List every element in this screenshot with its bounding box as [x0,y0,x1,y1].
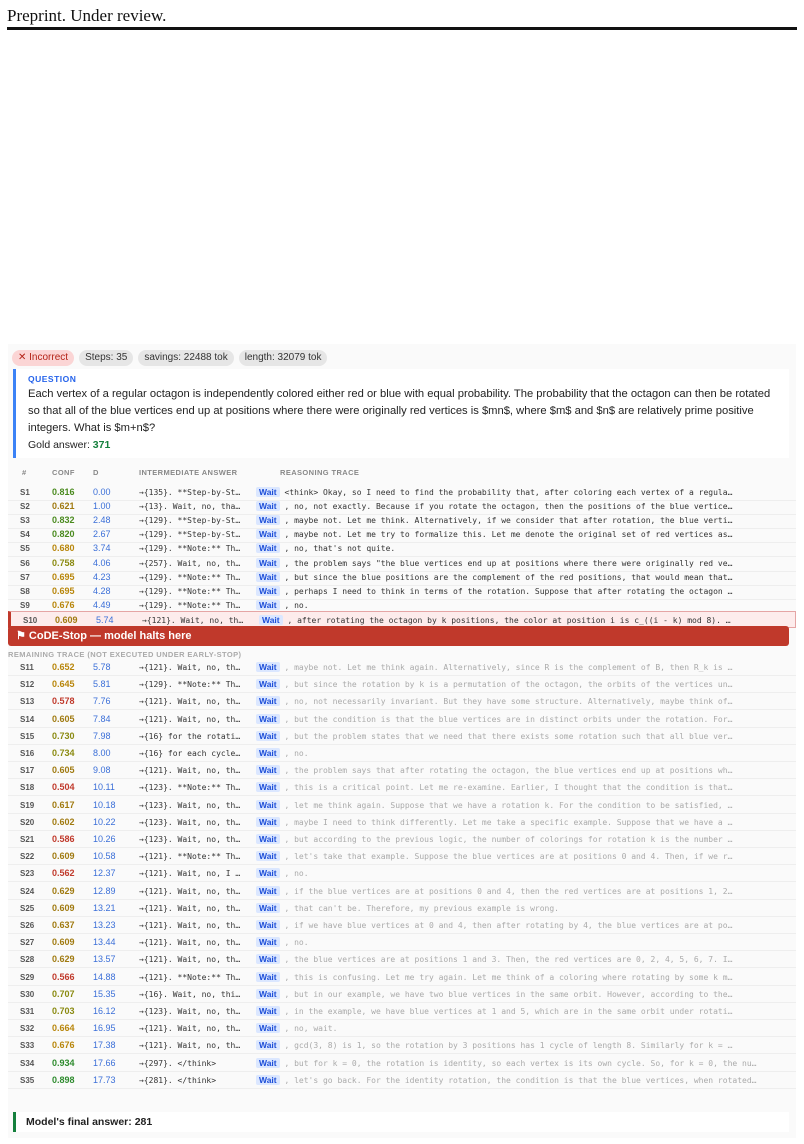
table-row [8,969,796,986]
intermediate-answer: →{121}. Wait, no, th… [139,663,241,672]
confidence-value: 0.562 [52,868,75,879]
distance-value: 16.12 [93,1006,116,1016]
reasoning-trace [256,934,790,951]
wait-token: Wait [256,989,280,999]
wait-token: Wait [256,1075,280,1085]
reasoning-trace [256,676,790,693]
step-id: S6 [20,558,30,568]
wait-token: Wait [256,748,280,758]
trace-text: , maybe not. Let me think. Alternatively, if we consider that after rotation, the blue verti… [279,516,733,526]
wait-token: Wait [256,572,280,582]
trace-text: , if the blue vertices are at positions 0 and 4, then the red vertices are at positions 1, 2… [279,886,733,896]
confidence-value: 0.609 [55,614,78,625]
trace-text: , but since the blue positions are the complement of the red positions, that would mean that… [279,572,733,582]
gold-answer-label: Gold answer: [28,439,93,451]
wait-token: Wait [256,868,280,878]
distance-value: 13.57 [93,954,116,965]
intermediate-answer: →{121}. Wait, no, th… [139,1024,241,1034]
trace-text: , this is a critical point. Let me re-examine. Earlier, I thought that the condition is that… [279,783,733,793]
step-id: S11 [20,663,34,672]
question-heading: QUESTION [28,374,77,384]
trace-text: , but in our example, we have two blue vertices in the same orbit. However, according to the… [279,989,733,999]
wait-token: Wait [256,765,280,775]
intermediate-answer: →{121}. Wait, no, th… [139,938,241,948]
trace-text: , no, not necessarily invariant. But they have some structure. Alternatively, maybe think of… [279,697,733,707]
intermediate-answer: →{121}. Wait, no, th… [139,903,241,913]
trace-text: , let me think again. Suppose that we have a rotation k. For the condition to be satisfied, … [279,800,733,810]
intermediate-answer: →{123}. Wait, no, th… [139,800,241,810]
trace-text: , no. [279,600,309,610]
steps-badge: Steps: 35 [79,350,133,366]
distance-value: 14.88 [93,971,116,982]
step-id: S23 [20,869,35,879]
trace-text: , in the example, we have blue vertices at 1 and 5, which are in the same orbit under rotati… [279,1007,733,1016]
wait-token: Wait [256,501,280,511]
intermediate-answer: →{123}. Wait, no, th… [139,817,241,827]
step-id: S34 [20,1058,35,1068]
wait-token: Wait [256,600,280,610]
confidence-value: 0.621 [52,501,75,512]
trace-text: , no, that's not quite. [279,544,396,554]
intermediate-answer: →{123}. Wait, no, th… [139,835,241,844]
table-row [8,745,796,762]
confidence-value: 0.609 [52,851,75,862]
confidence-value: 0.680 [52,543,75,554]
intermediate-answer: →{129}. **Note:** Th… [139,680,241,690]
wait-token: Wait [256,529,280,539]
distance-value: 17.38 [93,1040,116,1051]
step-id: S35 [20,1075,35,1085]
trace-text: , let's go back. For the identity rotation, the condition is that the blue vertices, when rotated… [279,1075,757,1085]
distance-value: 2.48 [93,515,111,526]
col-header-conf: CONF [52,468,75,477]
confidence-value: 0.578 [52,696,75,707]
confidence-value: 0.816 [52,487,75,497]
step-id: S7 [20,572,30,582]
wait-token: Wait [256,1006,280,1016]
step-id: S8 [20,586,30,596]
table-row [8,951,796,968]
trace-text: , gcd(3, 8) is 1, so the rotation by 3 positions has 1 cycle of length 8. Similarly for k = … [279,1041,733,1051]
intermediate-answer: →{121}. Wait, no, I … [139,869,241,879]
intermediate-answer: →{297}. </think> [139,1058,217,1068]
step-id: S33 [20,1041,35,1051]
intermediate-answer: →{121}. Wait, no, th… [139,1041,241,1051]
remaining-trace-label: REMAINING TRACE (NOT EXECUTED UNDER EARLY-STOP) [8,650,242,659]
distance-value: 1.00 [93,501,111,512]
trace-text: , but for k = 0, the rotation is identity, so each vertex is its own cycle. So, for k = 0, the nu… [279,1058,757,1068]
wait-token: Wait [259,615,283,625]
wait-token: Wait [256,731,280,741]
intermediate-answer: →{16}. Wait, no, thi… [139,989,241,999]
distance-value: 13.23 [93,920,116,930]
table-row [8,1055,796,1072]
table-row [8,848,796,865]
intermediate-answer: →{129}. **Note:** Th… [139,544,241,554]
intermediate-answer: →{129}. **Note:** Th… [139,572,241,582]
table-row [8,934,796,951]
badge-bar [12,350,327,366]
trace-text: , no. [279,749,309,758]
distance-value: 10.22 [93,816,116,827]
trace-text: , perhaps I need to think in terms of the rotation. Suppose that after rotating the octagon … [279,586,733,596]
table-row [8,900,796,917]
table-row [8,1072,796,1089]
table-row [8,917,796,934]
reasoning-trace [256,762,790,779]
confidence-value: 0.734 [52,748,75,758]
trace-text: , but since the rotation by k is a permutation of the octagon, the orbits of the vertices un… [279,680,733,690]
wait-token: Wait [256,515,280,525]
wait-token: Wait [256,543,280,553]
confidence-value: 0.637 [52,920,75,930]
confidence-value: 0.703 [52,1006,75,1016]
wait-token: Wait [256,586,280,596]
intermediate-answer: →{13}. Wait, no, tha… [139,502,241,512]
intermediate-answer: →{121}. Wait, no, th… [139,697,241,707]
confidence-value: 0.586 [52,834,75,844]
distance-value: 17.66 [93,1057,116,1068]
reasoning-trace [256,797,790,814]
step-id: S13 [20,697,35,707]
trace-text: , that can't be. Therefore, my previous example is wrong. [279,903,559,913]
table-row [8,831,796,848]
intermediate-answer: →{121}. Wait, no, th… [139,886,241,896]
wait-token: Wait [256,817,280,827]
confidence-value: 0.504 [52,782,75,793]
trace-text: , maybe not. Let me try to formalize this. Let me denote the original set of red vertices as… [279,530,733,540]
trace-text: , no, wait. [279,1024,338,1034]
distance-value: 4.23 [93,571,111,582]
table-row [8,1037,796,1054]
page-header [7,6,797,30]
trace-text: , but the problem states that we need that there exists some rotation such that all blue ver… [279,731,733,741]
final-answer-value: 281 [134,1116,153,1128]
wait-token: Wait [256,782,280,792]
reasoning-trace [256,986,790,1003]
trace-text: <think> Okay, so I need to find the probability that, after coloring each vertex of a regula… [279,488,733,497]
step-id: S31 [20,1007,35,1016]
intermediate-answer: →{129}. **Step-by-St… [139,516,241,526]
distance-value: 0.00 [93,487,111,497]
step-id: S3 [20,516,30,526]
confidence-value: 0.695 [52,571,75,582]
wait-token: Wait [256,558,280,568]
confidence-value: 0.758 [52,557,75,568]
confidence-value: 0.832 [52,515,75,526]
wait-token: Wait [256,696,280,706]
intermediate-answer: →{16} for the rotati… [139,731,241,741]
distance-value: 7.84 [93,713,111,724]
distance-value: 15.35 [93,988,116,999]
distance-value: 9.08 [93,765,111,776]
reasoning-trace [256,1037,790,1054]
trace-text: , but according to the previous logic, the number of colorings for rotation k is the number … [279,835,733,844]
gold-answer-value: 371 [92,439,111,451]
confidence-value: 0.707 [52,988,75,999]
intermediate-answer: →{123}. **Note:** Th… [139,783,241,793]
reasoning-trace [256,951,790,968]
confidence-value: 0.676 [52,599,75,610]
confidence-value: 0.898 [52,1074,75,1085]
distance-value: 12.89 [93,885,116,896]
col-header-trace: REASONING TRACE [280,468,360,477]
reasoning-trace [256,831,790,848]
distance-value: 4.49 [93,599,111,610]
intermediate-answer: →{121}. Wait, no, th… [139,766,241,776]
reasoning-trace [256,728,790,745]
table-row [8,762,796,779]
step-id: S14 [20,714,35,724]
table-row [8,676,796,693]
table-row [8,1020,796,1037]
step-id: S18 [20,783,35,793]
trace-text: , let's take that example. Suppose the blue vertices are at positions 0 and 4. Then, if we r… [279,852,733,862]
step-id: S26 [20,921,35,930]
trace-text: , the problem says that after rotating the octagon, the blue vertices end up at positions wh… [279,766,733,776]
trace-text: , maybe not. Let me think again. Alternatively, since R is the complement of B, then R_k is … [279,663,733,672]
confidence-value: 0.605 [52,713,75,724]
early-stop-banner: ⚑ CoDE-Stop — model halts here [8,626,789,646]
col-header-intermediate: INTERMEDIATE ANSWER [139,468,238,477]
trace-text: , after rotating the octagon by k positions, the color at position i is c_((i - k) mod 8). … [282,615,731,625]
step-id: S5 [20,544,30,554]
distance-value: 10.26 [93,834,116,844]
intermediate-answer: →{121}. Wait, no, th… [142,615,244,625]
intermediate-answer: →{121}. Wait, no, th… [139,955,241,965]
wait-token: Wait [256,1058,280,1068]
col-header-d: D [93,468,99,477]
wait-token: Wait [256,1023,280,1033]
trace-text: , this is confusing. Let me try again. Let me think of a coloring where rotating by some k m… [279,972,733,982]
step-id: S30 [20,989,35,999]
step-id: S17 [20,766,35,776]
confidence-value: 0.605 [52,765,75,776]
gold-answer [28,439,789,451]
distance-value: 10.18 [93,799,116,810]
step-id: S10 [23,615,38,625]
distance-value: 7.98 [93,730,111,741]
trace-text: , if we have blue vertices at 0 and 4, then after rotating by 4, the blue vertices are at po… [279,921,733,930]
step-id: S24 [20,886,35,896]
reasoning-trace [256,917,790,934]
confidence-value: 0.934 [52,1057,75,1068]
reasoning-trace [256,1072,790,1089]
intermediate-answer: →{129}. **Note:** Th… [139,600,241,610]
confidence-value: 0.645 [52,679,75,690]
confidence-value: 0.629 [52,885,75,896]
confidence-value: 0.609 [52,902,75,913]
intermediate-answer: →{129}. **Note:** Th… [139,586,241,596]
step-id: S16 [20,749,35,758]
wait-token: Wait [256,834,280,844]
confidence-value: 0.664 [52,1023,75,1034]
length-badge: length: 32079 tok [239,350,328,366]
confidence-value: 0.566 [52,971,75,982]
distance-value: 17.73 [93,1074,116,1085]
step-id: S9 [20,600,30,610]
col-header-id: # [22,468,27,477]
confidence-value: 0.652 [52,662,75,672]
reasoning-trace [256,1020,790,1037]
reasoning-trace [256,779,790,796]
wait-token: Wait [256,487,280,497]
reasoning-trace [256,883,790,900]
table-row [8,865,796,882]
intermediate-answer: →{281}. </think> [139,1075,217,1085]
step-id: S25 [20,903,35,913]
confidence-value: 0.609 [52,937,75,948]
table-row [8,814,796,831]
table-row [8,693,796,710]
trace-text: , the problem says "the blue vertices end up at positions where there were originally red ve… [279,558,733,568]
reasoning-trace [256,900,790,917]
intermediate-answer: →{135}. **Step-by-St… [139,488,241,497]
reasoning-trace [256,865,790,882]
table-row [8,728,796,745]
table-row [8,779,796,796]
wait-token: Wait [256,1040,280,1050]
wait-token: Wait [256,954,280,964]
reasoning-trace [256,969,790,986]
question-box [13,369,789,458]
reasoning-trace [256,711,790,728]
wait-token: Wait [256,886,280,896]
trace-text: , the blue vertices are at positions 1 and 3. Then, the red vertices are 0, 2, 4, 5, 6, 7. I… [279,955,733,965]
distance-value: 16.95 [93,1023,116,1034]
distance-value: 10.11 [93,782,115,793]
reasoning-trace [256,1055,790,1072]
reasoning-trace [256,659,790,676]
reasoning-trace [256,848,790,865]
step-id: S15 [20,731,35,741]
step-id: S22 [20,852,35,862]
reasoning-trace [256,745,790,762]
distance-value: 8.00 [93,748,111,758]
intermediate-answer: →{121}. Wait, no, th… [139,921,241,930]
final-answer-box [13,1112,789,1132]
confidence-value: 0.617 [52,799,75,810]
step-id: S32 [20,1024,35,1034]
step-id: S28 [20,955,35,965]
step-id: S2 [20,502,30,512]
distance-value: 12.37 [93,868,116,879]
distance-value: 13.44 [93,937,116,948]
wait-token: Wait [256,937,280,947]
step-id: S21 [20,835,35,844]
trace-text: , no. [279,869,309,879]
step-id: S4 [20,530,30,540]
incorrect-badge: ✕ Incorrect [12,350,74,366]
confidence-value: 0.695 [52,585,75,596]
distance-value: 3.74 [93,543,111,554]
confidence-value: 0.730 [52,730,75,741]
wait-token: Wait [256,800,280,810]
intermediate-answer: →{16} for each cycle… [139,749,241,758]
confidence-value: 0.676 [52,1040,75,1051]
question-text: Each vertex of a regular octagon is independently colored either red or blue with equal probability. The probability that the octagon can then be rotated so that all of the blue vertices end up at positions where there were originally red vertices is $mn$, where $m$ and $n$ are relatively prime positive integers. What is $m+n$? [28,388,771,434]
confidence-value: 0.820 [52,529,75,540]
distance-value: 5.74 [96,614,114,625]
step-id: S19 [20,800,35,810]
trace-text: , maybe I need to think differently. Let me take a specific example. Suppose that we have a … [279,817,733,827]
wait-token: Wait [256,920,280,930]
intermediate-answer: →{257}. Wait, no, th… [139,558,241,568]
trace-text: , no. [279,938,309,948]
wait-token: Wait [256,972,280,982]
trace-text: , but the condition is that the blue vertices are in distinct orbits under the rotation. For… [279,714,733,724]
step-id: S20 [20,817,35,827]
distance-value: 5.78 [93,662,111,672]
distance-value: 7.76 [93,696,111,707]
wait-token: Wait [256,903,280,913]
distance-value: 10.58 [93,851,116,862]
wait-token: Wait [256,662,280,672]
distance-value: 4.28 [93,585,111,596]
trace-text: , no, not exactly. Because if you rotate the octagon, then the positions of the blue vertice… [279,502,733,512]
intermediate-answer: →{123}. Wait, no, th… [139,1007,241,1016]
confidence-value: 0.602 [52,816,75,827]
intermediate-answer: →{129}. **Step-by-St… [139,530,241,540]
step-id: S12 [20,680,35,690]
header-title: Preprint. Under review. [7,6,167,25]
reasoning-trace [256,1003,790,1020]
distance-value: 4.06 [93,557,111,568]
wait-token: Wait [256,714,280,724]
reasoning-trace [256,693,790,710]
table-row [8,883,796,900]
distance-value: 5.81 [93,679,111,690]
savings-badge: savings: 22488 tok [138,350,233,366]
distance-value: 2.67 [93,529,111,540]
step-id: S1 [20,488,30,497]
reasoning-trace [256,814,790,831]
table-row [8,659,796,676]
table-row [8,1003,796,1020]
table-row [8,986,796,1003]
table-row [8,711,796,728]
wait-token: Wait [256,679,280,689]
table-header [8,466,796,480]
intermediate-answer: →{121}. **Note:** Th… [139,852,241,862]
intermediate-answer: →{121}. Wait, no, th… [139,714,241,724]
step-id: S27 [20,938,35,948]
distance-value: 13.21 [93,902,116,913]
wait-token: Wait [256,851,280,861]
step-id: S29 [20,972,35,982]
intermediate-answer: →{121}. **Note:** Th… [139,972,241,982]
final-answer-label: Model's final answer: [26,1116,135,1128]
confidence-value: 0.629 [52,954,75,965]
table-row [8,797,796,814]
